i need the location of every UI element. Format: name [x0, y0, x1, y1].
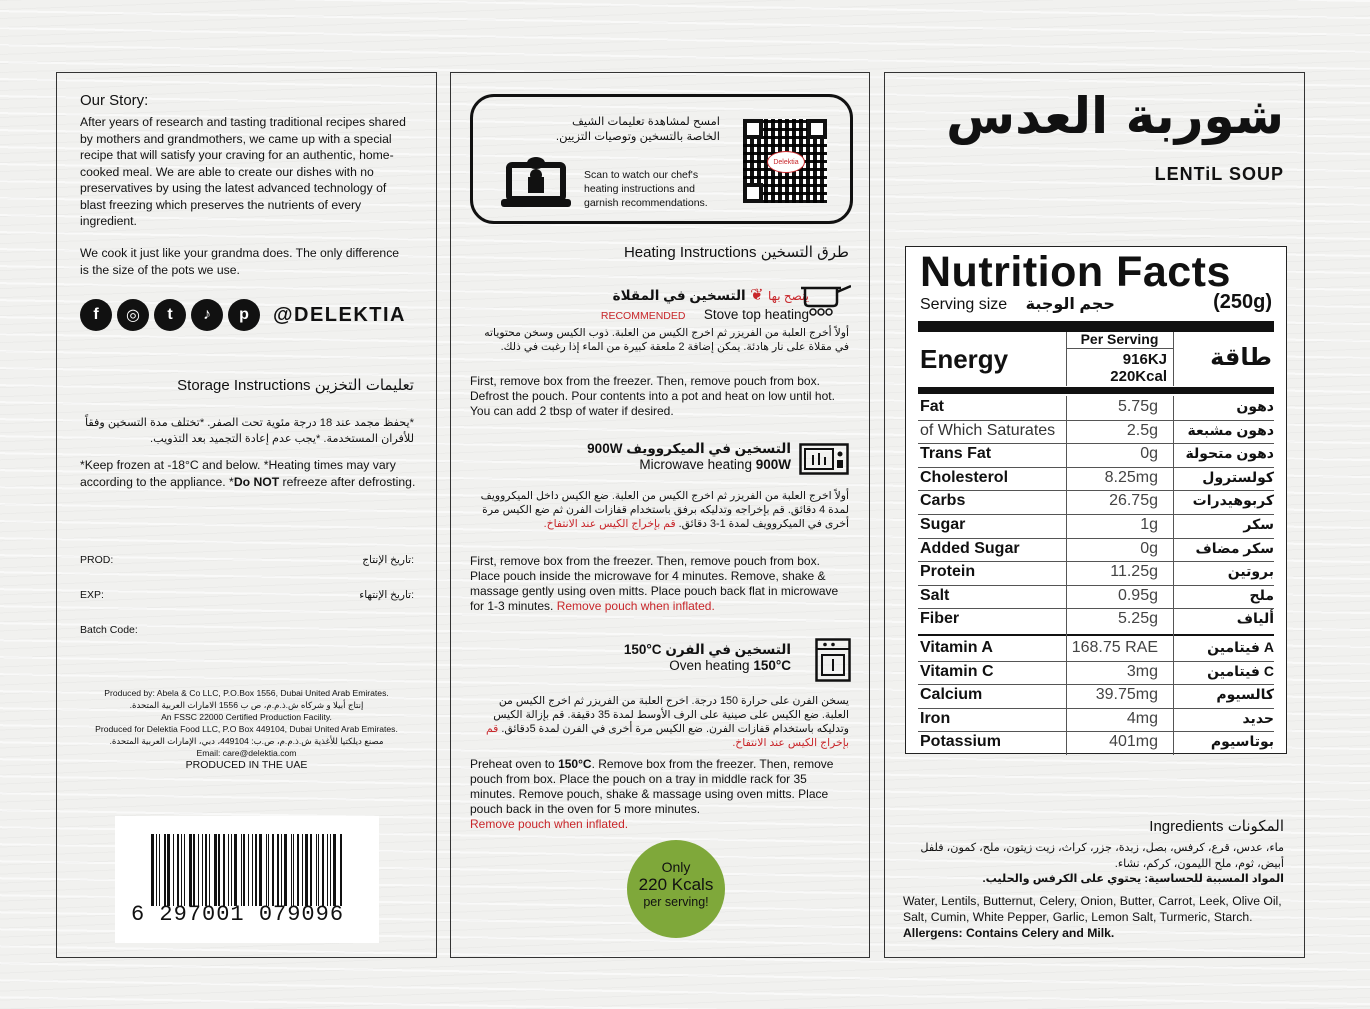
nutrient-row [920, 420, 1274, 444]
nutrition-panel [884, 72, 1305, 958]
nutrient-name-ar: A فيتامين [1207, 639, 1274, 655]
nutrient-row [920, 538, 1274, 562]
nutrient-name-ar: دهون [1236, 398, 1274, 414]
energy-label-ar: طاقة [1210, 344, 1272, 371]
nutrient-name: Cholesterol [920, 468, 1009, 486]
nutrient-row [920, 731, 1274, 755]
ingredients-ar: ماء، عدس، قرع، كرفس، بصل، زبدة، جزر، كراث، زيت زيتون، ملح، كمون، فلفل أبيض، ثوم، ملح الليمون، كركم، نشاء. المواد المسببة للحساسية: يحتوي على الكرفس والحليب. [920, 842, 1284, 885]
oven-title-ar: التسخين في الفرن [665, 642, 791, 657]
nutrient-name-ar: C فيتامين [1207, 662, 1274, 679]
nutrient-name: Added Sugar [920, 539, 1020, 557]
microwave-instructions-ar: أولاً اخرج العلبة من الفريزر ثم اخرج الكيس من العلبة. ضع الكيس داخل الميكروويف لمدة 4 دقائق. قم بإخراجه وتدليكه برفق باستخدام قفازات الفرن ثم ضع الكيس مرة أخرى في الميكروويف لمدة 1-3 دقائق. قم بإخراج الكيس عند الانتفاخ. [480, 490, 849, 530]
nutrient-name-ar: سكر مضاف [1195, 539, 1274, 556]
nutrient-value: 26.75g [1109, 492, 1158, 510]
nutrient-row [920, 708, 1274, 732]
stove-instructions-en: First, remove box from the freezer. Then, remove pouch from box. Defrost the pouch. Pour contents into a pot and heat on low until hot. You can add 2 tbsp of water if desired. [470, 374, 835, 418]
nutrient-row [920, 684, 1274, 708]
ingredients-heading: Ingredients المكونات [1149, 818, 1284, 835]
product-title-en: LENTiL SOUP [1154, 164, 1284, 184]
nutrient-value: 0g [1140, 445, 1158, 463]
nutrient-row [920, 608, 1274, 632]
nutrient-name-ar: كربوهيدرات [1192, 492, 1274, 509]
batch-code-field [80, 624, 414, 636]
nutrient-name-ar: ألياف [1236, 610, 1274, 627]
nutrient-row [920, 661, 1274, 685]
barcode-number: 6 297001 079096 [131, 902, 345, 927]
oven-instructions-ar: يسخن الفرن على حرارة 150 درجة. اخرج العلبة من الفريزر ثم اخرج الكيس من العلبة. ضع الكيس على صينية على الرف الأوسط لمدة 35 دقيقة. قم بإزالة الكيس وتدليكه باستخدام قفازات الفرن. ضع الكيس مرة أخرى في الفرن لمدة 5دقائق. قم بإخراج الكيس عند الانتفاخ. [485, 695, 849, 749]
recommended-en: RECOMMENDED [600, 310, 686, 322]
nutrient-name-ar: سكر [1243, 516, 1274, 532]
qr-scan-box [470, 94, 853, 224]
nutrition-facts-title: Nutrition Facts [920, 248, 1231, 296]
barcode-bars [151, 834, 363, 906]
social-handle[interactable]: @DELEKTIA [273, 303, 407, 326]
nutrient-name: Vitamin C [920, 662, 994, 680]
nutrient-name: Potassium [920, 733, 1001, 751]
facebook-icon[interactable]: f [80, 299, 112, 331]
tiktok-icon[interactable]: ♪ [191, 299, 223, 331]
prod-date-field [80, 554, 414, 566]
ingredients-en: Water, Lentils, Butternut, Celery, Onion, Butter, Carrot, Leek, Olive Oil, Salt, Cumin, White Pepper, Garlic, Lemon Salt, Turmeric, Starch. Allergens: Contains Celery and Milk. [903, 894, 1282, 940]
nutrient-name: Fiber [920, 610, 960, 628]
storage-instructions-ar: *يحفظ مجمد عند 18 درجة مئوية تحت الصفر. *تختلف مدة التسخين وفقاً للأفران المستخدمة. *يجب عدم إعادة التجميد بعد التذويب. [84, 417, 414, 445]
energy-values: Per Serving 916KJ 220Kcal [1066, 331, 1173, 385]
storage-heading-ar: تعليمات التخزين [314, 377, 414, 394]
energy-label: Energy [920, 344, 1009, 374]
nutrient-name: of Which Saturates [920, 421, 1056, 439]
story-storage-panel [56, 72, 437, 958]
nutrient-row [920, 561, 1274, 585]
nutrient-value: 4mg [1126, 709, 1158, 727]
nutrition-facts-table [905, 246, 1287, 754]
nutrient-row [920, 443, 1274, 467]
story-paragraph-2: We cook it just like your grandma does. The only difference is the size of the pots we use. [80, 246, 400, 277]
delektia-logo: Delektia [767, 151, 805, 173]
nutrient-row [920, 514, 1274, 538]
nutrient-name: Calcium [920, 686, 983, 704]
nutrient-row [920, 467, 1274, 491]
storage-heading-en: Storage Instructions [177, 377, 311, 394]
laptop-chef-icon [501, 153, 571, 211]
nutrient-name: Vitamin A [920, 639, 993, 656]
nutrient-name: Carbs [920, 492, 966, 510]
nutrient-row [920, 585, 1274, 609]
microwave-title-ar: التسخين في الميكروويف [626, 441, 791, 456]
nutrient-name-ar: بوتاسيوم [1210, 733, 1274, 750]
microwave-title-en: Microwave heating [639, 457, 752, 472]
prod-label: PROD: [80, 554, 114, 566]
nutrient-name-ar: بروتين [1227, 563, 1274, 580]
stove-title-ar: التسخين في المقلاة [612, 288, 746, 303]
nutrient-value: 1g [1140, 516, 1158, 533]
heating-heading: Heating Instructions طرق التسخين [623, 244, 849, 261]
nutrient-value: 168.75 RAE [1071, 639, 1158, 656]
heating-panel [450, 72, 870, 958]
twitter-icon[interactable]: t [154, 299, 186, 331]
story-paragraph: After years of research and tasting traditional recipes shared by mothers and grandmothers, we came up with a special recipe that will satisfy your craving for an authentic, home-cooked meal. We are able to create our dishes with no preservatives by using the latest advanced technology of blast freezing which preserves the nutrients of every ingredient. [80, 115, 406, 228]
pinterest-icon[interactable]: p [228, 299, 260, 331]
nutrient-value: 0.95g [1117, 586, 1158, 604]
product-title-ar: شوربة العدس [946, 87, 1284, 145]
storage-instructions-en: *Keep frozen at -18°C and below. *Heating times may vary according to the appliance. *Do NOT refreeze after defrosting. [80, 458, 416, 489]
nutrient-value: 11.25g [1110, 563, 1158, 581]
nutrient-row [920, 637, 1274, 661]
nutrient-name-ar: ملح [1249, 586, 1274, 603]
story-title: Our Story: [80, 92, 149, 109]
nutrient-name-ar: دهون متحولة [1185, 445, 1274, 462]
nutrient-value: 0g [1140, 539, 1158, 557]
instagram-icon[interactable]: ◎ [117, 299, 149, 331]
nutrient-value: 3mg [1126, 662, 1158, 680]
nutrient-name: Fat [920, 398, 944, 415]
barcode [115, 816, 379, 943]
nutrient-row [920, 396, 1274, 420]
nutrient-name-ar: حديد [1242, 709, 1274, 726]
nutrient-name-ar: دهون مشبعة [1187, 421, 1274, 438]
nutrient-name: Protein [920, 563, 976, 581]
oven-method: 150°C التسخين في الفرن Oven heating 150°C [623, 642, 791, 673]
nutrient-value: 8.25mg [1104, 468, 1158, 486]
exp-date-field [80, 589, 414, 601]
stove-method [471, 285, 809, 324]
nutrient-value: 39.75mg [1095, 686, 1158, 704]
microwave-method: 900W التسخين في الميكروويف Microwave heating 900W [587, 441, 791, 472]
producer-info: Produced by: Abela & Co LLC, P.O.Box 1556, Dubai United Arab Emirates. إنتاج أبيلا و شركاه ش.ذ.م.م، ص ب 1556 الامارات العربية المتحدة. An FSSC 22000 Certified Production Facility. Produced for Delektia Food LLC, P.O Box 449104, Dubai United Arab Emirates. مصنع ديلكتيا للأغذية ش.ذ.م.م، ص.ب: 449104، دبي، الإمارات العربية المتحدة. Email: care@delektia.com PRODUCED IN THE UAE [95, 688, 398, 771]
chili-icon: ❦ [750, 287, 764, 304]
nutrient-name: Sugar [920, 516, 966, 533]
storage-heading [57, 376, 414, 394]
nutrient-value: 5.25g [1117, 610, 1158, 628]
qr-code[interactable] [743, 119, 827, 203]
nutrient-value: 401mg [1109, 733, 1158, 751]
nutrient-name: Iron [920, 709, 951, 727]
exp-label-ar: تاريخ الإنتهاء: [359, 589, 414, 601]
qr-text-ar: امسح لمشاهدة تعليمات الشيف الخاصة بالتسخين وتوصيات التزيين. [555, 116, 720, 143]
nutrient-name: Trans Fat [920, 445, 992, 463]
qr-text-en: Scan to watch our chef's heating instructions and garnish recommendations. [584, 169, 708, 209]
recommended-ar: ينصح بها [768, 289, 809, 303]
nutrient-name: Salt [920, 586, 950, 604]
exp-label: EXP: [80, 589, 104, 601]
oven-icon [815, 638, 851, 682]
pan-icon [799, 278, 851, 318]
microwave-instructions-en: First, remove box from the freezer. Then, remove pouch from box. Place pouch inside the microwave for 4 minutes. Remove, shake & massage gently using oven mitts. Place pouch back flat in microwave for 1-3 minutes. Remove pouch when inflated. [470, 554, 839, 613]
nutrient-name-ar: كولسترول [1202, 468, 1274, 485]
stove-title-en: Stove top heating [703, 307, 809, 322]
calorie-badge: Only 220 Kcals per serving! [627, 840, 725, 938]
prod-label-ar: تاريخ الإنتاج: [362, 554, 414, 566]
oven-title-en: Oven heating [669, 658, 750, 673]
nutrient-value: 5.75g [1117, 398, 1158, 415]
oven-instructions-en: Preheat oven to 150°C. Remove box from the freezer. Then, remove pouch from box. Place the pouch on a tray in middle rack for 35 minutes. Remove pouch, shake & massage using oven mitts. Place pouch back in the oven for 5 more minutes. Remove pouch when inflated. [470, 757, 834, 831]
serving-size-row: Serving size حجم الوجبة (250g) [920, 291, 1272, 313]
nutrient-row [920, 490, 1274, 514]
social-links [80, 299, 406, 331]
nutrient-value: 2.5g [1126, 421, 1158, 439]
microwave-icon [799, 443, 849, 475]
stove-instructions-ar: أولاً أخرج العلبة من الفريزر ثم اخرج الكيس من العلبة. ذوب الكيس وسخن محتوياته في مقلاة على نار هادئة. يمكن إضافة 2 ملعقة كبيرة من الماء إذا رغبت في ذلك. [484, 327, 849, 353]
batch-label: Batch Code: [80, 624, 138, 636]
nutrient-name-ar: كالسيوم [1216, 686, 1274, 703]
